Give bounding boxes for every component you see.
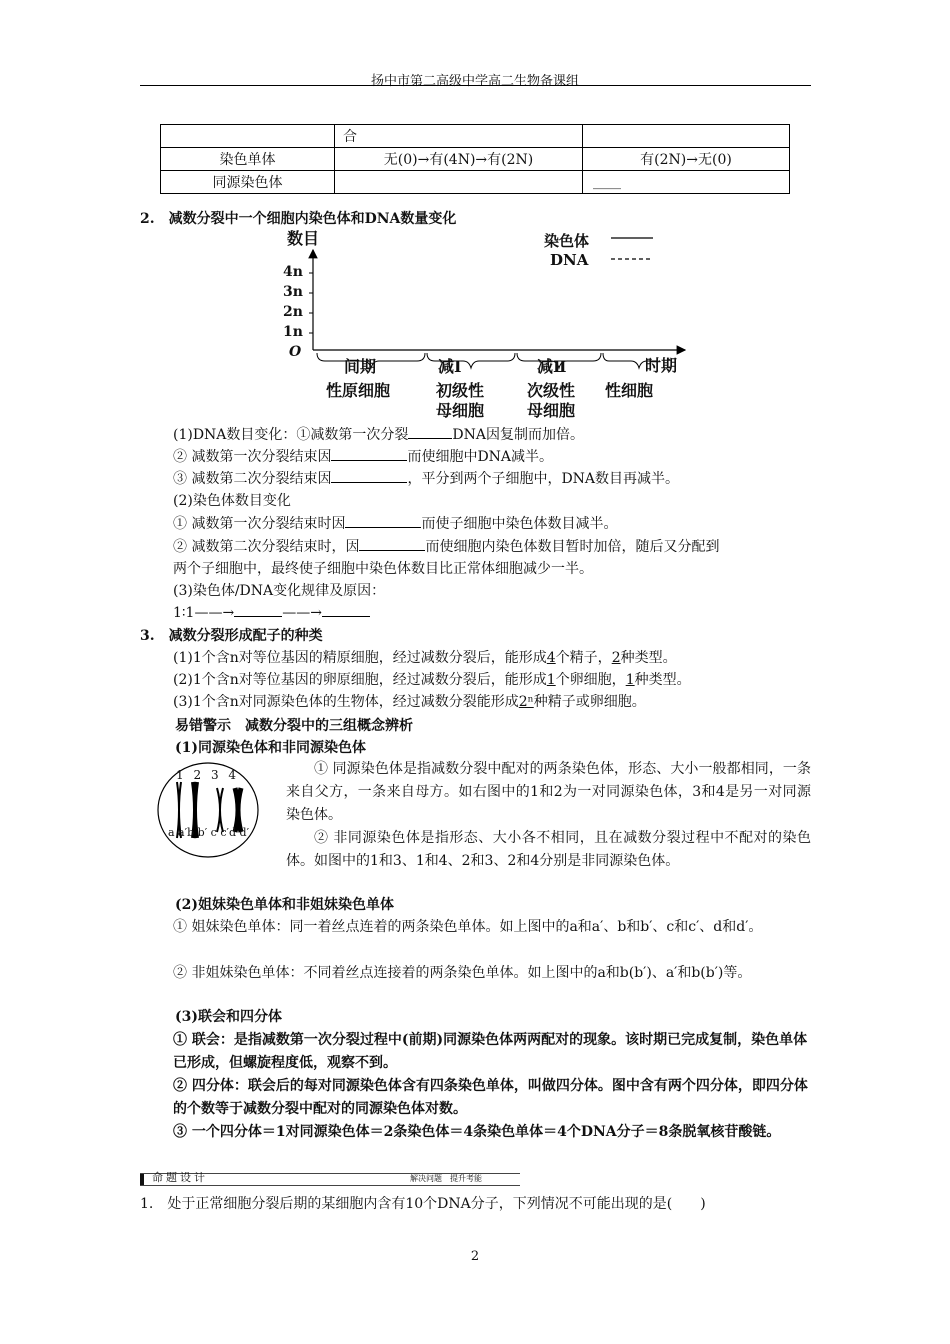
- y-axis-title: 数目: [287, 229, 320, 248]
- blank: [359, 538, 425, 551]
- header-rule: [140, 85, 811, 86]
- tetrad-definition: ② 四分体：联会后的每对同源染色体含有四条染色单体，叫做四分体。图中含有两个四分体，即四分体的个数等于减数分裂中配对的同源染色体对数。: [173, 1078, 808, 1117]
- table-cell: 无(0)→有(4N)→有(2N): [335, 148, 583, 171]
- tetrad-equation: ③ 一个四分体＝1对同源染色体＝2条染色体＝4条染色单体＝4个DNA分子＝8条脱氧核苷酸链。: [173, 1124, 781, 1140]
- y-tick-label: 4n: [283, 264, 303, 280]
- blank: [331, 448, 407, 461]
- warning-subheading: (3)联会和四分体: [175, 1009, 282, 1025]
- table-cell: [161, 125, 335, 148]
- blank: [408, 426, 452, 439]
- y-tick-label: 2n: [283, 304, 303, 320]
- fill-line: ③ 减数第二次分裂结束因 ，平分到两个子细胞中，DNA数目再减半。: [173, 471, 680, 487]
- table-cell: ____: [583, 171, 790, 194]
- gamete-line: (2)1个含n对等位基因的卵原细胞，经过减数分裂后，能形成1个卵细胞，1种类型。: [173, 672, 691, 688]
- figure-labels: a a′b b′ c c′d d′: [168, 826, 250, 839]
- cell-label: 母细胞: [436, 401, 485, 420]
- blank: [322, 604, 370, 617]
- phase-label: 减Ⅰ: [438, 357, 462, 376]
- table-cell: [335, 171, 583, 194]
- section-2-heading: 2. 减数分裂中一个细胞内染色体和DNA数量变化: [140, 211, 457, 227]
- blank: [345, 515, 421, 528]
- table-cell: 合: [335, 125, 583, 148]
- fill-line: ① 减数第一次分裂结束时因 而使子细胞中染色体数目减半。: [173, 516, 618, 532]
- table-row: [161, 125, 790, 148]
- cell-label: 母细胞: [527, 401, 576, 420]
- y-tick-label: 3n: [283, 284, 303, 300]
- figure-numbers: 1 2 3 4: [176, 768, 237, 782]
- legend-chromosome: 染色体: [544, 232, 590, 250]
- table-row: [161, 148, 790, 171]
- banner-subtitle: 解决问题 提升考能: [410, 1174, 482, 1183]
- fill-line: (2)染色体数目变化: [173, 493, 291, 509]
- y-tick-label: 1n: [283, 324, 303, 340]
- banner-marker: [140, 1174, 144, 1185]
- fill-line: 两个子细胞中，最终使子细胞中染色体数目比正常体细胞减少一半。: [173, 561, 593, 577]
- table-cell: 染色单体: [161, 148, 335, 171]
- synapsis-definition: ① 联会：是指减数第一次分裂过程中(前期)同源染色体两两配对的现象。该时期已完成复制，染色单体已形成，但螺旋程度低，观察不到。: [173, 1032, 808, 1071]
- fill-line: (1)DNA数目变化：①减数第一次分裂 DNA因复制而加倍。: [173, 427, 585, 443]
- blank: [234, 604, 282, 617]
- phase-label: 减Ⅱ: [537, 357, 567, 376]
- table-cell: [583, 125, 790, 148]
- homologous-definition: ① 同源染色体是指减数分裂中配对的两条染色体，形态、大小一般都相同，一条来自父方，一条来自母方。如右图中的1和2为一对同源染色体，3和4是另一对同源染色体。: [286, 761, 811, 823]
- fill-line: 1∶1——→ ——→: [173, 602, 370, 624]
- warning-subheading: (2)姐妹染色单体和非姐妹染色单体: [175, 897, 394, 913]
- sister-chromatid-definition: ① 姐妹染色单体：同一着丝点连着的两条染色单体。如上图中的a和a′、b和b′、c和c′、d和d′。: [173, 919, 763, 935]
- x-axis-title: 时期: [645, 356, 678, 375]
- page-number: 2: [470, 1249, 480, 1264]
- banner-title: 命题设计: [152, 1171, 208, 1184]
- nonhomologous-definition: ② 非同源染色体是指形态、大小各不相同，且在减数分裂过程中不配对的染色体。如图中的1和3、1和4、2和3、2和4分别是非同源染色体。: [286, 830, 811, 869]
- origin-label: O: [289, 344, 302, 360]
- fill-line: ② 减数第二次分裂结束时，因 而使细胞内染色体数目暂时加倍，随后又分配到: [173, 539, 720, 555]
- nonsister-chromatid-definition: ② 非姐妹染色单体：不同着丝点连接着的两条染色单体。如上图中的a和b(b′)、a′和b(b′)等。: [173, 965, 752, 981]
- cell-label: 初级性: [436, 381, 485, 400]
- table-cell: 有(2N)→无(0): [583, 148, 790, 171]
- summary-table: [160, 124, 790, 194]
- table-row: [161, 171, 790, 194]
- table-cell: 同源染色体: [161, 171, 335, 194]
- cell-label: 次级性: [527, 381, 576, 400]
- warning-title: 易错警示 减数分裂中的三组概念辨析: [175, 718, 413, 734]
- gamete-line: (1)1个含n对等位基因的精原细胞，经过减数分裂后，能形成4个精子，2种类型。: [173, 650, 677, 666]
- phase-label: 间期: [344, 357, 377, 376]
- cell-label: 性原细胞: [326, 381, 391, 400]
- fill-line: (3)染色体/DNA变化规律及原因：: [173, 583, 386, 599]
- fill-line: ② 减数第一次分裂结束因 而使细胞中DNA减半。: [173, 449, 554, 465]
- cell-label: 性细胞: [605, 381, 654, 400]
- gamete-line: (3)1个含n对同源染色体的生物体，经过减数分裂能形成2ⁿ种精子或卵细胞。: [173, 694, 646, 710]
- page-header: 扬中市第二高级中学高二生物备课组: [370, 74, 579, 89]
- legend-dna: DNA: [550, 251, 589, 269]
- section-3-heading: 3. 减数分裂形成配子的种类: [140, 628, 323, 644]
- blank: [331, 470, 407, 483]
- warning-subheading: (1)同源染色体和非同源染色体: [175, 740, 366, 756]
- question-1: 1. 处于正常细胞分裂后期的某细胞内含有10个DNA分子，下列情况不可能出现的是( ): [140, 1196, 706, 1212]
